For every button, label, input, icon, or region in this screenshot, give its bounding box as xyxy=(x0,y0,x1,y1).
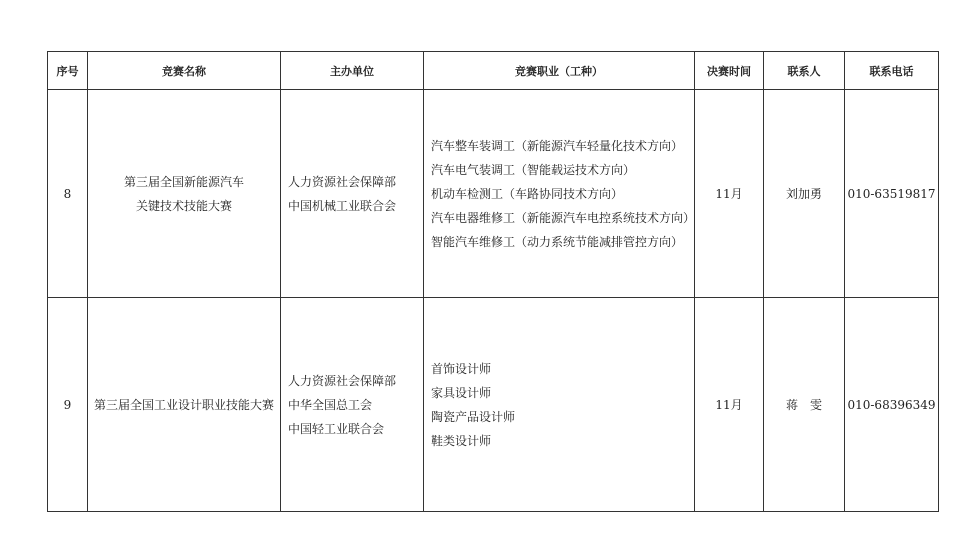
occupation-line: 机动车检测工（车路协同技术方向） xyxy=(431,186,624,201)
header-phone: 联系电话 xyxy=(845,52,939,90)
competition-name xyxy=(88,298,281,512)
header-organizer: 主办单位 xyxy=(281,52,424,90)
occupations xyxy=(424,90,695,298)
contact-person: 刘加勇 xyxy=(764,90,845,298)
final-time: 11月 xyxy=(695,90,764,298)
competition-name xyxy=(88,90,281,298)
row-index: 9 xyxy=(48,298,88,512)
organizer-line: 中国机械工业联合会 xyxy=(288,198,397,213)
occupation-line: 汽车电器维修工（新能源汽车电控系统技术方向） xyxy=(431,210,696,225)
final-time: 11月 xyxy=(695,298,764,512)
occupation-line: 首饰设计师 xyxy=(431,361,492,376)
occupation-line: 鞋类设计师 xyxy=(431,433,492,448)
competition-name-line: 第三届全国工业设计职业技能大赛 xyxy=(93,397,274,412)
header-final-time: 决赛时间 xyxy=(695,52,764,90)
contact-phone: 010-68396349 xyxy=(845,298,939,512)
organizer-line: 人力资源社会保障部 xyxy=(288,373,397,388)
contact-person: 蒋 雯 xyxy=(764,298,845,512)
competition-table xyxy=(47,51,939,512)
competition-name-line: 关键技术技能大赛 xyxy=(135,198,232,213)
contact-phone: 010-63519817 xyxy=(845,90,939,298)
organizers xyxy=(281,90,424,298)
organizer-line: 中华全国总工会 xyxy=(288,397,373,412)
header-contact: 联系人 xyxy=(764,52,845,90)
table-row xyxy=(48,90,939,298)
occupation-line: 智能汽车维修工（动力系统节能减排管控方向） xyxy=(431,234,684,249)
header-occupation: 竞赛职业（工种） xyxy=(424,52,695,90)
occupation-line: 汽车电气装调工（智能载运技术方向） xyxy=(431,162,636,177)
row-index: 8 xyxy=(48,90,88,298)
occupation-line: 陶瓷产品设计师 xyxy=(431,409,516,424)
header-competition-name: 竞赛名称 xyxy=(88,52,281,90)
occupation-line: 汽车整车装调工（新能源汽车轻量化技术方向） xyxy=(431,138,684,153)
organizer-line: 中国轻工业联合会 xyxy=(288,421,385,436)
header-index: 序号 xyxy=(48,52,88,90)
occupations xyxy=(424,298,695,512)
occupation-line: 家具设计师 xyxy=(431,385,492,400)
table-row xyxy=(48,298,939,512)
competition-name-line: 第三届全国新能源汽车 xyxy=(123,174,244,189)
organizer-line: 人力资源社会保障部 xyxy=(288,174,397,189)
header-row xyxy=(48,52,939,90)
organizers xyxy=(281,298,424,512)
